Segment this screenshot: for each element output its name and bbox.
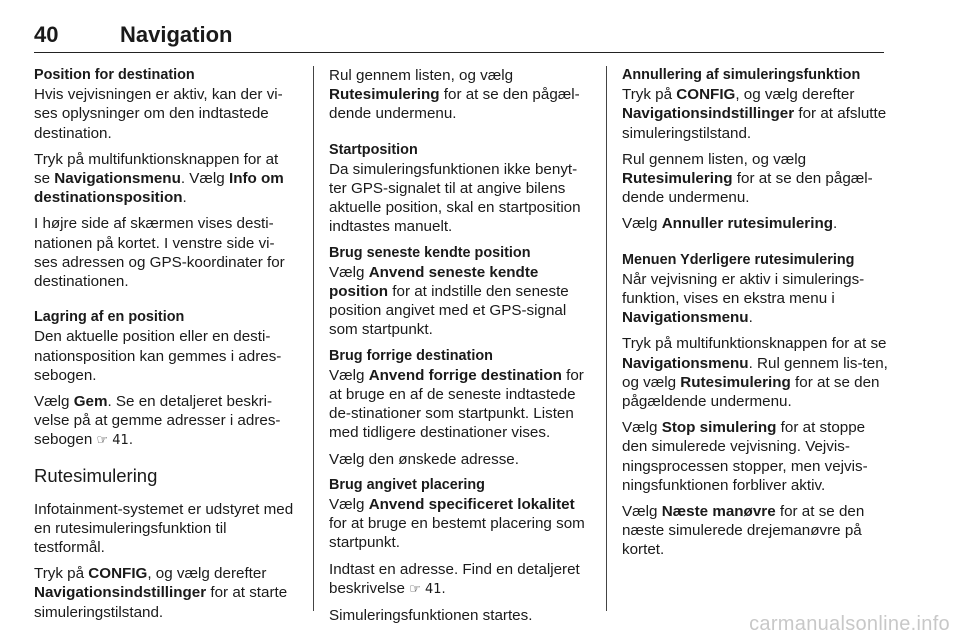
column-3 bbox=[622, 66, 888, 567]
text: Vælg bbox=[34, 393, 74, 411]
paragraph bbox=[329, 66, 593, 124]
subheading-brug-seneste: Brug seneste kendte position bbox=[329, 244, 531, 261]
text: for at afslutte simuleringstilstand. bbox=[622, 105, 887, 142]
page-title: Navigation bbox=[120, 22, 233, 47]
text: Vælg bbox=[622, 503, 662, 521]
page-reference-link[interactable]: ☞ 41. bbox=[409, 581, 446, 597]
paragraph bbox=[329, 263, 593, 340]
text: Vælg bbox=[622, 215, 662, 233]
paragraph bbox=[329, 366, 593, 443]
paragraph bbox=[34, 564, 298, 622]
paragraph bbox=[622, 502, 888, 560]
text: Tryk på bbox=[34, 565, 89, 583]
text: for at se den næste simulerede drejemanøvre på kortet. bbox=[622, 503, 865, 559]
menu-term: Navigationsindstillinger bbox=[34, 584, 207, 602]
paragraph: Infotainment-systemet er udstyret med en rutesimuleringsfunktion til testformål. bbox=[34, 500, 294, 557]
paragraph: I højre side af skærmen vises desti-nationen på kortet. I venstre side vi-ses adressen og GPS-koordinater for destinationen. bbox=[34, 215, 285, 291]
text: Tryk på multifunktionsknappen for at se bbox=[34, 150, 279, 188]
text: . bbox=[182, 189, 187, 207]
text: for at se den pågæl-dende undermenu. bbox=[329, 86, 580, 123]
paragraph bbox=[34, 392, 298, 451]
page-reference-link[interactable]: ☞ 41. bbox=[96, 433, 133, 449]
menu-term: Anvend forrige destination bbox=[368, 366, 562, 384]
text: . Vælg bbox=[180, 170, 229, 188]
section-heading-rutesimulering: Rutesimulering bbox=[34, 464, 158, 486]
subheading-annullering: Annullering af simuleringsfunktion bbox=[622, 67, 861, 83]
paragraph bbox=[622, 270, 888, 328]
paragraph bbox=[622, 150, 888, 208]
text: Tryk på multifunktionsknappen for at se bbox=[622, 335, 887, 353]
text: for at starte simuleringstilstand. bbox=[34, 584, 288, 621]
text: Tryk på bbox=[622, 86, 677, 104]
menu-term: CONFIG bbox=[676, 86, 736, 104]
menu-term: Rutesimulering bbox=[622, 170, 733, 188]
paragraph bbox=[622, 418, 888, 495]
text: Rul gennem listen, og vælg bbox=[622, 150, 807, 168]
text: for at se den pågældende undermenu. bbox=[622, 373, 880, 411]
menu-term: Rutesimulering bbox=[680, 373, 791, 391]
paragraph: Vælg den ønskede adresse. bbox=[329, 450, 519, 468]
menu-term: Navigationsmenu bbox=[622, 309, 749, 327]
text: . Rul gennem lis-ten, og vælg bbox=[622, 354, 888, 391]
menu-term: Anvend specificeret lokalitet bbox=[368, 496, 575, 514]
text: for at bruge en bestemt placering som startpunkt. bbox=[329, 515, 585, 552]
paragraph bbox=[622, 334, 888, 411]
column-1 bbox=[34, 66, 298, 629]
text: Vælg bbox=[622, 419, 662, 437]
paragraph bbox=[34, 150, 298, 208]
paragraph: Hvis vejvisningen er aktiv, kan der vi-ses oplysninger om den indtastede destination. bbox=[34, 86, 283, 142]
page-number: 40 bbox=[34, 22, 59, 47]
menu-term: Info om destinationsposition bbox=[34, 170, 284, 207]
menu-term: Navigationsindstillinger bbox=[622, 105, 795, 123]
text: Når vejvisning er aktiv i simulerings-funktion, vises en ekstra menu i bbox=[622, 270, 865, 308]
menu-term: Rutesimulering bbox=[329, 86, 440, 104]
text: for at indstille den seneste position angivet med et GPS-signal som startpunkt. bbox=[329, 283, 569, 339]
subheading-position-destination: Position for destination bbox=[34, 67, 195, 83]
text: Vælg bbox=[329, 366, 369, 384]
text: for at bruge en af de seneste indtastede de-stinationer som startpunkt. Listen med tidligere destinationer vises. bbox=[329, 366, 584, 442]
column-divider bbox=[313, 66, 314, 611]
paragraph bbox=[329, 495, 593, 553]
subheading-brug-angivet: Brug angivet placering bbox=[329, 476, 485, 493]
text: Vælg bbox=[329, 496, 369, 514]
text: , og vælg derefter bbox=[147, 565, 267, 583]
text: for at se den pågæl-dende undermenu. bbox=[622, 170, 873, 207]
menu-term: Stop simulering bbox=[661, 419, 777, 437]
paragraph bbox=[622, 214, 888, 233]
text: , og vælg derefter bbox=[735, 86, 855, 104]
subheading-brug-forrige: Brug forrige destination bbox=[329, 347, 493, 364]
subheading-lagring: Lagring af en position bbox=[34, 309, 185, 326]
watermark: carmanualsonline.info bbox=[749, 613, 950, 635]
page-header bbox=[34, 22, 884, 53]
paragraph: Da simuleringsfunktionen ikke benyt-ter GPS-signalet til at angive bilens aktuelle position, skal en startposition indtastes manuelt. bbox=[329, 160, 581, 236]
text: . bbox=[833, 215, 838, 233]
column-divider bbox=[606, 66, 607, 611]
paragraph: Simuleringsfunktionen startes. bbox=[329, 607, 533, 625]
text: . Se en detaljeret beskri-velse på at gemme adresser i adres-sebogen bbox=[34, 393, 281, 449]
paragraph bbox=[329, 560, 593, 599]
menu-term: Anvend seneste kendte position bbox=[329, 263, 539, 301]
text: Rul gennem listen, og vælg bbox=[329, 67, 514, 84]
text: Indtast en adresse. Find en detaljeret beskrivelse bbox=[329, 560, 580, 597]
text: for at stoppe den simulerede vejvisning. Vejvis-ningsprocessen stopper, men vejvis-ningsfunktionen forbliver aktiv. bbox=[622, 419, 868, 494]
subheading-startposition: Startposition bbox=[329, 141, 418, 158]
text: Vælg bbox=[329, 263, 369, 281]
menu-term: CONFIG bbox=[88, 565, 148, 583]
paragraph bbox=[622, 85, 888, 143]
subheading-menuen: Menuen Yderligere rutesimulering bbox=[622, 251, 855, 268]
menu-term: Gem bbox=[73, 393, 108, 411]
menu-term: Næste manøvre bbox=[661, 503, 776, 521]
menu-term: Navigationsmenu bbox=[54, 170, 181, 188]
column-2 bbox=[329, 66, 593, 632]
text: . bbox=[748, 309, 753, 327]
menu-term: Navigationsmenu bbox=[622, 354, 749, 372]
paragraph: Den aktuelle position eller en desti-nationsposition kan gemmes i adres-sebogen. bbox=[34, 328, 282, 384]
menu-term: Annuller rutesimulering bbox=[661, 215, 833, 233]
